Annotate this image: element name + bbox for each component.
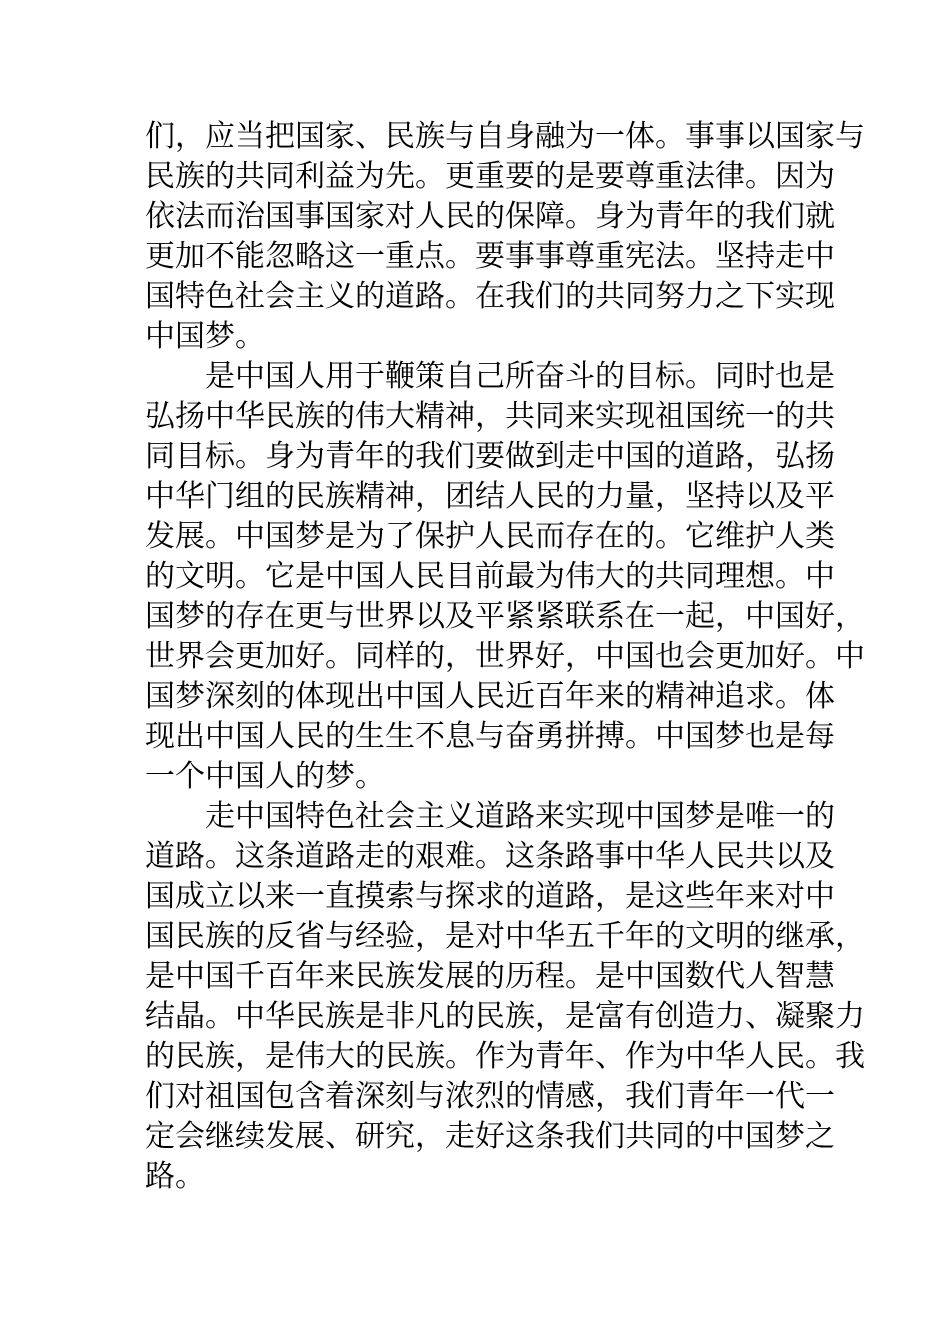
text-line: 们，应当把国家、民族与自身融为一体。事事以国家与 <box>145 119 865 154</box>
text-line: 中华门组的民族精神，团结人民的力量，坚持以及平 <box>145 479 835 514</box>
text-line: 更加不能忽略这一重点。要事事尊重宪法。坚持走中 <box>145 239 835 274</box>
text-line: 发展。中国梦是为了保护人民而存在的。它维护人类 <box>145 519 835 554</box>
text-line: 世界会更加好。同样的，世界好，中国也会更加好。中 <box>145 639 865 674</box>
text-line: 国特色社会主义的道路。在我们的共同努力之下实现 <box>145 279 835 314</box>
text-line: 的民族，是伟大的民族。作为青年、作为中华人民。我 <box>145 1039 865 1074</box>
text-line: 的文明。它是中国人民目前最为伟大的共同理想。中 <box>145 559 835 594</box>
text-line: 一个中国人的梦。 <box>145 759 385 794</box>
text-line: 定会继续发展、研究，走好这条我们共同的中国梦之 <box>145 1119 835 1154</box>
text-line: 民族的共同利益为先。更重要的是要尊重法律。因为 <box>145 159 835 194</box>
text-line: 国梦的存在更与世界以及平紧紧联系在一起，中国好， <box>145 599 865 634</box>
paragraph-first-line: 是中国人用于鞭策自己所奋斗的目标。同时也是 <box>205 359 835 394</box>
text-line: 道路。这条道路走的艰难。这条路事中华人民共以及 <box>145 839 835 874</box>
text-line: 国民族的反省与经验，是对中华五千年的文明的继承， <box>145 919 865 954</box>
text-line: 结晶。中华民族是非凡的民族，是富有创造力、凝聚力 <box>145 999 865 1034</box>
text-line: 依法而治国事国家对人民的保障。身为青年的我们就 <box>145 199 835 234</box>
text-line: 弘扬中华民族的伟大精神，共同来实现祖国统一的共 <box>145 399 835 434</box>
text-line: 路。 <box>145 1159 205 1194</box>
text-line: 们对祖国包含着深刻与浓烈的情感，我们青年一代一 <box>145 1079 835 1114</box>
text-line: 国梦深刻的体现出中国人民近百年来的精神追求。体 <box>145 679 835 714</box>
text-line: 中国梦。 <box>145 319 265 354</box>
text-line: 同目标。身为青年的我们要做到走中国的道路，弘扬 <box>145 439 835 474</box>
text-line: 是中国千百年来民族发展的历程。是中国数代人智慧 <box>145 959 835 994</box>
text-line: 现出中国人民的生生不息与奋勇拼搏。中国梦也是每 <box>145 719 835 754</box>
text-line: 国成立以来一直摸索与探求的道路，是这些年来对中 <box>145 879 835 914</box>
paragraph-first-line: 走中国特色社会主义道路来实现中国梦是唯一的 <box>205 799 835 834</box>
